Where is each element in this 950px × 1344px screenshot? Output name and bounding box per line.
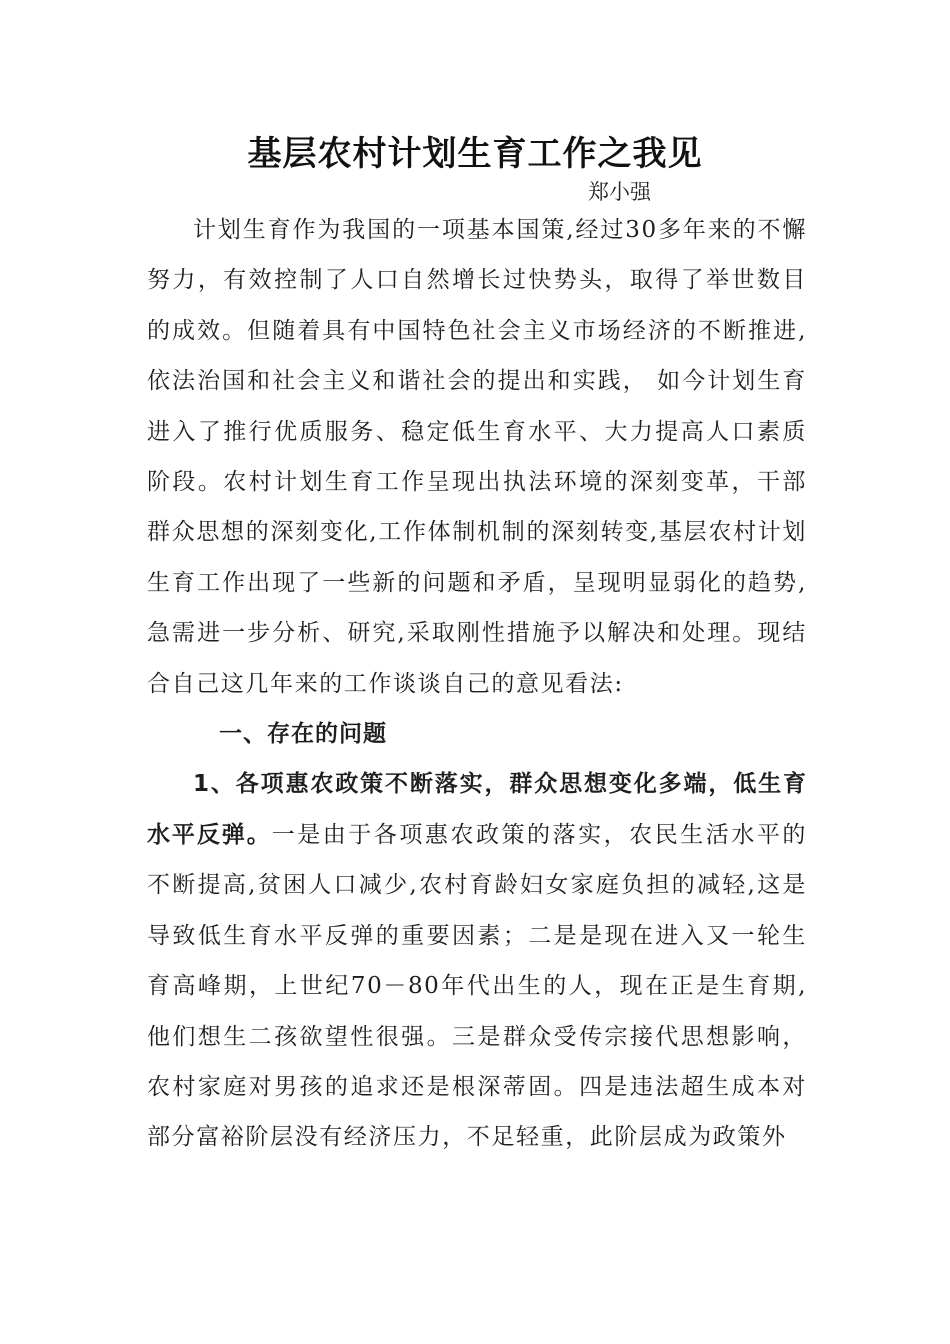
intro-paragraph: 计划生育作为我国的一项基本国策,经过30多年来的不懈努力，有效控制了人口自然增长过快势头，取得了举世数目的成效。但随着具有中国特色社会主义市场经济的不断推进,依法治国和社会主义和谐社会的提出和实践， 如今计划生育进入了推行优质服务、稳定低生育水平、大力提高人口素质阶段。农村计划生育工作呈现出执法环境的深刻变革，干部群众思想的深刻变化,工作体制机制的深刻转变,基层农村计划生育工作出现了一些新的问题和矛盾，呈现明显弱化的趋势,急需进一步分析、研究,采取刚性措施予以解决和处理。现结合自己这几年来的工作谈谈自己的意见看法: xyxy=(147,217,807,697)
author-name: 郑小强 xyxy=(588,180,651,204)
point-1-body: 一是由于各项惠农政策的落实，农民生活水平的不断提高,贫困人口减少,农村育龄妇女家庭负担的减轻,这是导致低生育水平反弹的重要因素；二是是现在进入又一轮生育高峰期，上世纪70－80年代出生的人，现在正是生育期,他们想生二孩欲望性很强。三是群众受传宗接代思想影响，农村家庭对男孩的追求还是根深蒂固。四是违法超生成本对部分富裕阶层没有经济压力，不足轻重，此阶层成为政策外 xyxy=(147,821,807,1151)
point-1-paragraph xyxy=(147,759,807,1162)
point-1-heading: 1、各项惠农政策不断落实，群众思想变化多端，低生育水平反弹。 xyxy=(147,771,807,848)
section-heading: 一、存在的问题 xyxy=(219,721,387,748)
document-title: 基层农村计划生育工作之我见 xyxy=(247,134,703,174)
document-body xyxy=(147,205,807,1163)
